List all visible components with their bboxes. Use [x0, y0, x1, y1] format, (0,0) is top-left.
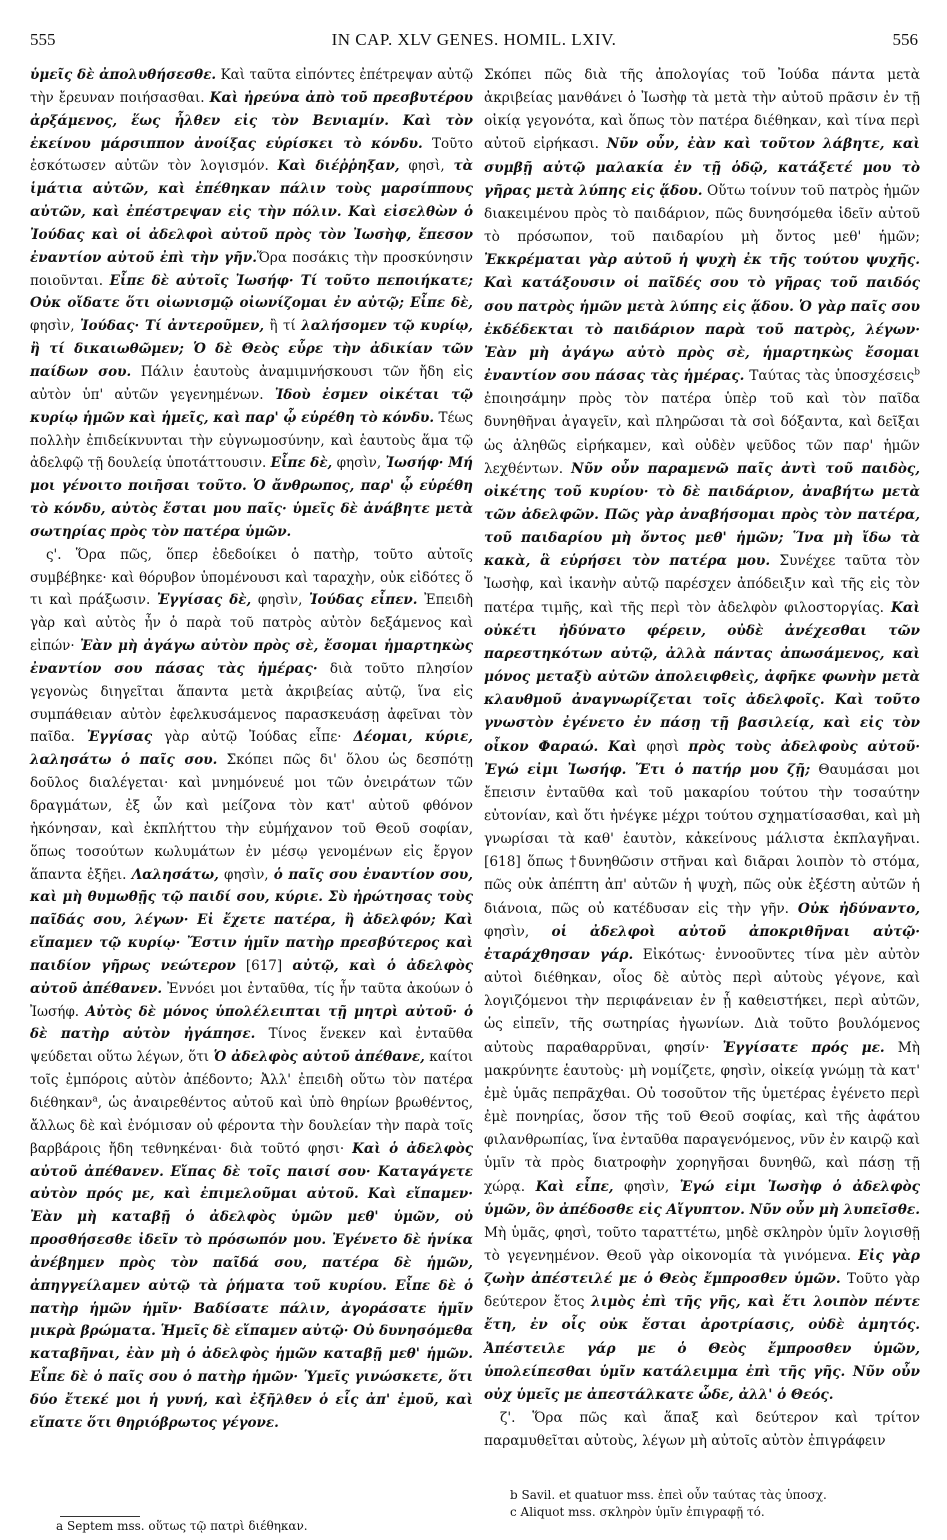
scripture-quote: πρὸς τοὺς ἀδελφοὺς αὐτοῦ· Ἐγώ εἰμι Ἰωσήφ. Ἔτι ὁ πατήρ μου ζῇ; [484, 738, 920, 778]
scripture-quote: Ἰωσήφ· Μή μοι γένοιτο ποιῆσαι τοῦτο. Ὁ ἄνθρωπος, παρ' ᾧ εὑρέθη τὸ κόνδυ, αὐτὸς ἔσται μου παῖς· ὑμεῖς δὲ ἀνάβητε μετὰ σωτηρίας πρὸς τὸν πατέρα ὑμῶν. [30, 455, 473, 540]
commentary-text: Μὴ μακρύνητε ἑαυτοὺς· μὴ νομίζετε, φησὶν, οἰκείᾳ γνώμῃ τὰ κατ' ἐμὲ ὑμᾶς πεπρᾶχθαι. Οὐ τοσοῦτον τῆς ὑμετέρας ἐγένετο περὶ ἐμὲ πονηρίας, ὅσον τῆς τοῦ Θεοῦ σοφίας, καὶ τῆς ἀφάτου φιλανθρωπίας, ἵνα ἐνταῦθα παραγενόμενος, νῦν ἐν καιρῷ καὶ ὑμῖν τὰ πρὸς διατροφὴν χορηγῆσαι δυνηθῶ, καὶ πάσῃ τῇ χώρᾳ. [484, 1039, 920, 1195]
scripture-quote: Εἶπε δὲ αὐτοῖς Ἰωσήφ· Τί τοῦτο πεποιήκατε; Οὐκ οἴδατε ὅτι οἰωνισμῷ οἰωνίζομαι ἐν αὐτῷ; Εἶπε δὲ, [30, 272, 474, 312]
footnote-marker: b [914, 367, 920, 378]
scripture-quote: Ἐγγίσατε πρός με. [722, 1039, 885, 1056]
page-number-right: 556 [892, 30, 918, 49]
commentary-text: Ὅρα ποσάκις τὴν προσκύνησιν ποιοῦνται. [30, 249, 473, 289]
scripture-quote: τὰ ἱμάτια αὐτῶν, καὶ ἐπέθηκαν πάλιν τοὺς μαρσίππους αὐτῶν, καὶ ἐπέστρεψαν εἰς τὴν πόλιν. Καὶ εἰσελθὼν ὁ Ἰούδας καὶ οἱ ἀδελφοὶ αὐτοῦ πρὸς τὸν Ἰωσὴφ, ἔπεσον ἐναντίον αὐτοῦ ἐπὶ τὴν γῆν. [30, 158, 473, 266]
running-title: IN CAP. XLV GENES. HOMIL. LXIV. [331, 30, 617, 49]
commentary-text: , ὡς ἀναιρεθέντος αὐτοῦ καὶ ὑπὸ θηρίων βρωθέντος, ἄλλως δὲ καὶ ἐνόμισαν οὐ φέροντα τὴν δουλείαν τὴν παρὰ τοῖς βαρβάροις ἤδη τεθνηκέναι· διὰ τοῦτό φησι· [30, 1094, 473, 1157]
commentary-text: Τέως πολλὴν ἐπιδείκνυνται τὴν εὐγνωμοσύνην, καὶ ἑαυτοὺς ἅμα τῷ ἀδελφῷ τῇ δουλείᾳ ὑποτάττουσιν. [30, 409, 474, 472]
scripture-quote: Καὶ οὐκέτι ἠδύνατο φέρειν, οὐδὲ ἀνέχεσθαι τῶν παρεστηκότων αὐτῷ, ἀλλὰ πάντας ἀπωσάμενος, καὶ μόνος μεταξὺ αὐτῶν ἀπολειφθεὶς, ἀφῆκε φωνὴν μετὰ κλαυθμοῦ ἀναγνωρίζεται τοῖς ἀδελφοῖς. Καὶ τοῦτο γνωστὸν ἐγένετο ἐν πάσῃ τῇ βασιλείᾳ, καὶ εἰς τὸν οἶκον Φαραώ. Καὶ [484, 599, 920, 755]
commentary-text: Εἰκότως· ἐννοοῦντες τίνα μὲν αὐτὸν αὐτοὶ διέθηκαν, οἷος δὲ αὐτὸς περὶ αὐτοὺς γέγονε, καὶ λογιζόμενοι τὴν περιφάνειαν ἐν ᾗ καθειστήκει, περὶ αὐτῶν, ὡς εἰπεῖν, τῆς σωτηρίας ἠγωνίων. Διὰ τοῦτο βουλόμενος αὐτοὺς παραθαρρῦναι, φησίν· [484, 946, 920, 1056]
running-head [30, 30, 918, 60]
commentary-text: φησὶν, [218, 866, 274, 883]
scripture-quote: Καὶ ἠρεύνα ἀπὸ τοῦ πρεσβυτέρου ἀρξάμενος, ἕως ἦλθεν εἰς τὸν Βενιαμίν. Καὶ τὸν ἐκείνου μάρσιππον ἀνοίξας εὑρίσκει τὸ κόνδυ. [30, 89, 474, 152]
commentary-text: γὰρ αὐτῷ Ἰούδας εἶπε· [152, 729, 354, 746]
scripture-quote: Καὶ διέῤῥηξαν, [277, 158, 400, 175]
commentary-text: Θαυμάσαι μοι ἔπεισιν ἐνταῦθα καὶ τοῦ μακαρίου τούτου τὴν τοσαύτην εὐτονίαν, καὶ ὅτι ἠνέγκε μέχρι τούτου σχηματίσασθαι, καὶ μὴ γνωρίσαι τὰ καθ' ἑαυτὸν, κἀκείνους μάλιστα ἐκπλαγῆναι. [618] ὅπως †δυνηθῶσιν στῆναι καὶ διᾶραι λοιπὸν τὸ στόμα, πῶς οὐκ ἀπέπτη ἀπ' αὐτῶν ἡ ψυχὴ, πῶς οὐκ ἐξέστη αὐτῶν ἡ διάνοια, πῶς οὐ κατέδυσαν εἰς τὴν γῆν. [484, 761, 920, 917]
commentary-text: ς'. Ὅρα πῶς, ὅπερ ἐδεδοίκει ὁ πατὴρ, τοῦτο αὐτοῖς συμβέβηκε· καὶ θόρυβον ὑπομένουσι καὶ ταραχὴν, οὐκ εἰδότες ὅ τι καὶ πράξωσιν. [30, 546, 473, 609]
footnote-b: b Savil. et quatuor mss. ἐπεὶ οὖν ταύτας τὰς ὑποσχ. [510, 1488, 827, 1502]
commentary-text: ἢ τί [264, 318, 302, 335]
scripture-quote: Καὶ ὁ ἀδελφὸς αὐτοῦ ἀπέθανεν. [30, 1140, 473, 1180]
right-paragraph-2: ζ'. Ὅρα πῶς καὶ ἅπαξ καὶ δεύτερον καὶ τρίτον παραμυθεῖται αὐτοὺς, λέγων μὴ αὐτοῖς αὐτὸν ἐπιγράφειν [484, 1410, 920, 1450]
scripture-quote: Νῦν οὖν, ἐὰν καὶ τοῦτον λάβητε, καὶ συμβῇ αὐτῷ μαλακία ἐν τῇ ὁδῷ, κατάξετέ μου τὸ γῆρας μετὰ λύπης εἰς ᾅδου. [484, 136, 921, 199]
commentary-text: Σκόπει πῶς δι' ὅλου ὡς δεσπότῃ δοῦλος διαλέγεται· καὶ μνημόνευέ μοι τῶν ὀνειράτων τῶν δραγμάτων, ἐξ ὧν καὶ μείζονα τὸν κατ' αὐτοῦ φθόνον ἠκόνησαν, καὶ ἐκπλήττου τὴν εὐμήχανον τοῦ Θεοῦ σοφίαν, ὅπως τοσούτων κωλυμάτων ἐν μέσῳ γενομένων εἰς ἔργον ἅπαντα ἐξῆει. [30, 752, 473, 883]
page-marker: [617] [235, 957, 293, 974]
commentary-text: φησὶν, [332, 455, 386, 472]
scripture-quote: Ὁ ἀδελφὸς αὐτοῦ ἀπέθανε, [213, 1049, 425, 1066]
commentary-text: Συνέχεε ταῦτα τὸν Ἰωσὴφ, καὶ ἱκανὴν αὐτῷ παρέσχεν ἀπόδειξιν καὶ τῆς εἰς τὸν πατέρα τιμῆς, καὶ τῆς περὶ τὸν ἀδελφὸν φιλοστοργίας. [484, 553, 920, 616]
scripture-quote: Εἶπε δὲ, [270, 455, 333, 472]
scripture-quote: οἱ ἀδελφοὶ αὐτοῦ ἀποκριθῆναι αὐτῷ· ἐταράχθησαν γάρ. [484, 923, 920, 963]
commentary-text: Καὶ ταῦτα εἰπόντες ἐπέτρεψαν αὐτῷ τὴν ἔρευναν ποιήσασθαι. [30, 67, 473, 106]
commentary-text: Τοῦτο ἐσκότωσεν αὐτῶν τὸν λογισμόν. [30, 135, 473, 175]
commentary-text: φησὶ, [399, 158, 454, 175]
scripture-quote: ὑμεῖς δὲ ἀπολυθήσεσθε. [30, 67, 217, 83]
scripture-quote: ὁ παῖς σου ἐναντίον σου, καὶ μὴ θυμωθῇς τῷ παιδί σου, κύριε. Σὺ ἠρώτησας τοὺς παῖδάς σου, λέγων· Εἰ ἔχετε πατέρα, ἢ ἀδελφόν; Καὶ εἴπαμεν τῷ κυρίῳ· Ἔστιν ἡμῖν πατὴρ πρεσβύτερος καὶ παιδίον γῆρως νεώτερον [30, 866, 473, 974]
scripture-quote: λαλήσομεν τῷ κυρίῳ, ἢ τί δικαιωθῶμεν; Ὁ δὲ Θεὸς εὗρε τὴν ἀδικίαν τῶν παίδων σου. [30, 318, 474, 380]
left-paragraph-2 [30, 544, 473, 1435]
left-paragraph-1 [30, 64, 473, 544]
scripture-quote: Αὐτὸς δὲ μόνος ὑπολέλειπται τῇ μητρὶ αὐτοῦ· ὁ δὲ πατὴρ αὐτὸν ἠγάπησε. [30, 1003, 473, 1043]
scripture-quote: αὐτῷ, καὶ ὁ ἀδελφὸς αὐτοῦ ἀπέθανεν. [30, 957, 473, 997]
page-number-left: 555 [30, 30, 56, 49]
commentary-text: φησὶν, [613, 1178, 680, 1195]
commentary-text: ἐποιησάμην πρὸς τὸν πατέρα ὑπὲρ τοῦ καὶ τὸν παῖδα δυνηθῆναι ἀγαγεῖν, καὶ πληρῶσαι τὰ σοὶ δόξαντα, καὶ δεῖξαι ὡς ἀληθῶς εἰρήκαμεν, καὶ οὐδὲν ψεῦδος τῶν παρ' ἡμῶν λεχθέντων. [484, 391, 920, 477]
commentary-text: φησὶ [637, 738, 689, 755]
footnote-marker: a [92, 1094, 98, 1105]
scripture-quote: Καὶ εἶπε, [535, 1178, 614, 1195]
footnote-c: c Aliquot mss. σκληρὸν ὑμῖν ἐπιγραφῇ τό. [510, 1505, 765, 1519]
commentary-text: Μὴ ὑμᾶς, φησὶ, τοῦτο ταραττέτω, μηδὲ σκληρὸν ὑμῖν λογισθῇ τὸ γεγενημένον. Θεοῦ γὰρ οἰκονομία τὰ γινόμενα. [484, 1224, 920, 1264]
footnote-a: a Septem mss. οὕτως τῷ πατρὶ διέθηκαν. [56, 1519, 308, 1533]
commentary-text: Οὕτω τοίνυν τοῦ πατρὸς ἡμῶν διακειμένου πρὸς τὸ παιδάριον, πῶς δυνησόμεθα ἰδεῖν αὐτοῦ τὸ πρόσωπον, τοῦ παιδαρίου μὴ ὄντος μεθ' ἡμῶν; [484, 182, 920, 246]
commentary-text: φησὶν, [484, 923, 552, 940]
commentary-text: Τίνος ἕνεκεν καὶ ἐνταῦθα ψεύδεται οὕτω λέγων, ὅτι [30, 1026, 474, 1066]
right-paragraph-1 [484, 64, 920, 1407]
commentary-text: φησὶν, [251, 592, 310, 609]
commentary-text: Τοῦτο γὰρ δεύτερον ἔτος [484, 1271, 920, 1311]
commentary-text: Πάλιν ἑαυτοὺς ἀναμιμνήσκουσι τῶν ἤδη εἰς αὐτὸν ὑπ' αὐτῶν γεγενημένων. [30, 363, 473, 403]
scripture-quote: Εἰς γὰρ ζωὴν ἀπέστειλέ με ὁ Θεὸς ἔμπροσθεν ὑμῶν. [484, 1247, 920, 1288]
scripture-quote: Ἰούδας εἶπεν. [309, 592, 418, 609]
scripture-quote: Ἐὰν μὴ ἀγάγω αὐτὸν πρὸς σὲ, ἔσομαι ἡμαρτηκὼς ἐναντίον σου πάσας τὰς ἡμέρας· [30, 638, 473, 677]
scripture-quote: Ἐγγίσας [86, 729, 153, 746]
commentary-text: διὰ τοῦτο πλησίον γεγονὼς διηγεῖται ἅπαντα μετὰ ἀκριβείας αὐτῷ, ἵνα εἰς συμπάθειαν αὐτὸν ἐφελκυσάμενος παρασκευάσῃ ἀφεῖναι τὸν παῖδα. [30, 660, 474, 746]
commentary-text: Ἐπειδὴ γὰρ καὶ αὐτὸς ἦν ὁ παρὰ τοῦ πατρὸς αὐτὸν δεξάμενος καὶ εἰπών· [30, 592, 474, 655]
commentary-text: φησὶν, [30, 318, 80, 335]
right-column [484, 64, 920, 1453]
commentary-text: Σκόπει πῶς διὰ τῆς ἀπολογίας τοῦ Ἰούδα πάντα μετὰ ἀκριβείας μανθάνει ὁ Ἰωσὴφ τὰ μετὰ τὴν αὐτοῦ πρᾶσιν ἐν τῇ οἰκίᾳ γεγονότα, καὶ ὅπως τὸν πατέρα διέθηκαν, καὶ τίνα περὶ αὐτοῦ εἰρήκασι. [484, 67, 920, 153]
scripture-quote: Ἐκκρέμαται γὰρ αὐτοῦ ἡ ψυχὴ ἐκ τῆς τούτου ψυχῆς. Καὶ κατάξουσιν οἱ παῖδές σου τὸ γῆρας τοῦ παιδός σου πατρὸς ἡμῶν μετὰ λύπης εἰς ᾅδου. Ὁ γὰρ παῖς σου ἐκδέδεκται τὸ παιδάριον παρὰ τοῦ πατρὸς, λέγων· Ἐὰν μὴ ἀγάγω αὐτὸ πρὸς σὲ, ἡμαρτηκὼς ἔσομαι ἐναντίον σου πάσας τὰς ἡμέρας. [484, 252, 920, 385]
scripture-quote: Εἴπας δὲ τοῖς παισί σου· Καταγάγετε αὐτὸν πρός με, καὶ ἐπιμελοῦμαι αὐτοῦ. Καὶ εἴπαμεν· Ἐὰν μὴ καταβῇ ὁ ἀδελφὸς ὑμῶν μεθ' ὑμῶν, οὐ προσθήσεσθε ἰδεῖν τὸ πρόσωπόν μου. Ἐγένετο δὲ ἡνίκα ἀνέβημεν πρὸς τὸν παῖδά σου, πατέρα δὲ ἡμῶν, ἀπηγγείλαμεν αὐτῷ τὰ ῥήματα τοῦ κυρίου. Εἶπε δὲ ὁ πατὴρ ἡμῶν ἡμῖν· Βαδίσατε πάλιν, ἀγοράσατε ἡμῖν μικρὰ βρώματα. Ἡμεῖς δὲ εἴπαμεν αὐτῷ· Οὐ δυνησόμεθα καταβῆναι, ἐὰν μὴ ὁ ἀδελφὸς ἡμῶν καταβῇ μεθ' ἡμῶν. Εἶπε δὲ ὁ παῖς σου ὁ πατὴρ ἡμῶν· Ὑμεῖς γινώσκετε, ὅτι δύο ἔτεκέ μοι ἡ γυνή, καὶ ἐξῆλθεν ὁ εἷς ἀπ' ἐμοῦ, καὶ εἴπατε ὅτι θηριόβρωτος γέγονε. [30, 1163, 474, 1431]
scripture-quote: Ἐγώ εἰμι Ἰωσὴφ ὁ ἀδελφὸς ὑμῶν, ὃν ἀπέδοσθε εἰς Αἴγυπτον. Νῦν οὖν μὴ λυπεῖσθε. [484, 1178, 920, 1218]
scripture-quote: Ἰούδας· Τί ἀντεροῦμεν, [80, 318, 265, 335]
scripture-quote: Νῦν οὖν παραμενῶ παῖς ἀντὶ τοῦ παιδὸς, οἰκέτης τοῦ κυρίου· τὸ δὲ παιδάριον, ἀναβήτω μετὰ τῶν ἀδελφῶν. Πῶς γὰρ ἀναβήσομαι πρὸς τὸν πατέρα, τοῦ παιδαρίου μὴ ὄντος μεθ' ἡμῶν; Ἵνα μὴ ἴδω τὰ κακὰ, ἃ εὑρήσει τὸν πατέρα μου. [484, 460, 920, 570]
left-column [30, 64, 473, 1435]
commentary-text: Ταύτας τὰς ὑποσχέσεις [744, 368, 915, 385]
scripture-quote: Δέομαι, κύριε, λαλησάτω ὁ παῖς σου. [30, 729, 474, 769]
scripture-quote: Ἰδοὺ ἐσμεν οἰκέται τῷ κυρίῳ ἡμῶν καὶ ἡμεῖς, καὶ παρ' ᾧ εὑρέθη τὸ κόνδυ. [30, 386, 473, 426]
commentary-text: Ἐννόει μοι ἐνταῦθα, τίς ἦν ταῦτα ἀκούων ὁ Ἰωσήφ. [30, 980, 474, 1020]
commentary-text [164, 1164, 171, 1180]
commentary-text: καίτοι τοῖς ἐμπόροις αὐτὸν ἀπέδοντο; Ἀλλ' ἐπειδὴ οὕτω τὸν πατέρα διέθηκαν [30, 1049, 474, 1111]
scripture-quote: Ἐγγίσας δὲ, [156, 592, 252, 609]
scripture-quote: Λαλησάτω, [131, 866, 219, 883]
scripture-quote: λιμὸς ἐπὶ τῆς γῆς, καὶ ἔτι λοιπὸν πέντε ἔτη, ἐν οἷς οὐκ ἔσται ἀροτρίασις, οὐδὲ ἀμητός. Ἀπέστειλε γάρ με ὁ Θεὸς ἔμπροσθεν ὑμῶν, ὑπολείπεσθαι ὑμῖν κατάλειμμα ἐπὶ τῆς γῆς. Νῦν οὖν οὐχ ὑμεῖς με ἀπεστάλκατε ὧδε, ἀλλ' ὁ Θεός. [484, 1294, 920, 1403]
footnote-rule [60, 1516, 140, 1517]
scripture-quote: Οὐκ ἠδύναντο, [797, 900, 920, 917]
